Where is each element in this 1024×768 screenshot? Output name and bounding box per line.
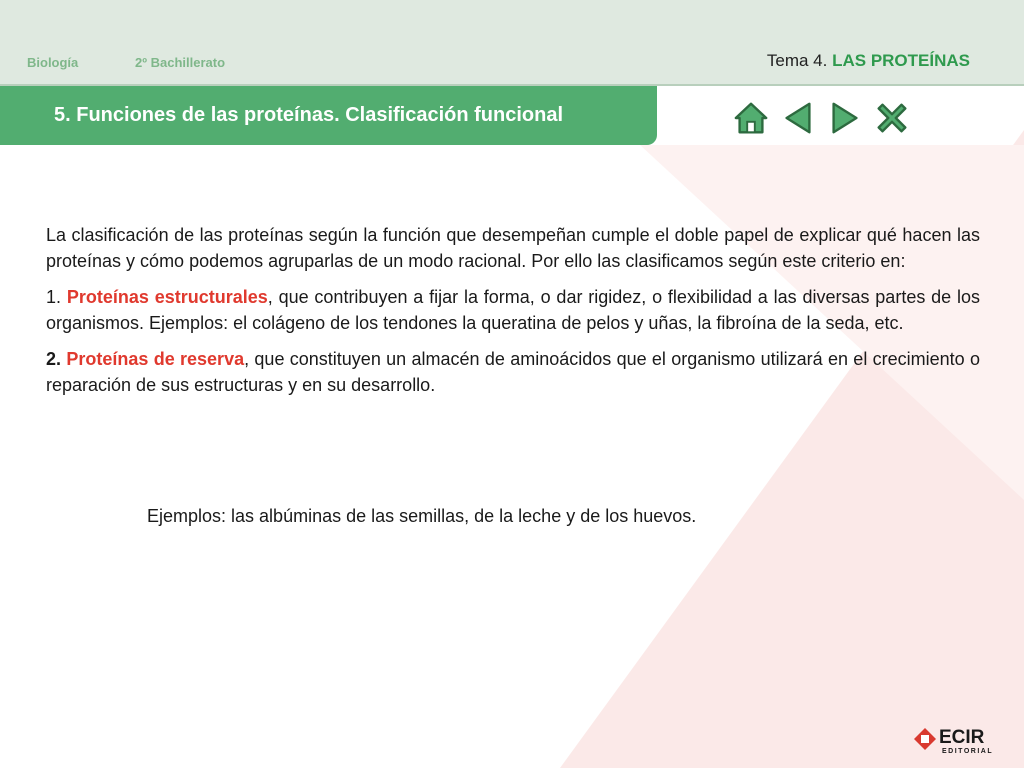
- section-title: 5. Funciones de las proteínas. Clasificación funcional: [54, 104, 564, 126]
- ecir-logo: [912, 722, 1002, 756]
- item-text: , que contribuyen a fijar la forma, o dar rigidez, o flexibilidad a las diversas partes de los organismos. Ejemplos: el colágeno de los tendones la queratina de pelos y uñas, la fibroína de la seda, etc.: [46, 287, 980, 333]
- header-band: [0, 0, 1024, 84]
- topic-title: [767, 51, 970, 71]
- item-number: 2.: [46, 349, 67, 369]
- logo-subtitle: EDITORIAL: [942, 748, 994, 755]
- topic-prefix: Tema 4.: [766, 51, 833, 70]
- reserve-proteins-term: Proteínas de reserva: [66, 349, 245, 369]
- list-item-reserve: [46, 346, 980, 398]
- topic-name: LAS PROTEÍNAS: [832, 51, 970, 70]
- close-icon[interactable]: [873, 99, 911, 137]
- home-icon[interactable]: [732, 99, 770, 137]
- section-title-bar: [0, 86, 657, 145]
- content-body: [46, 222, 980, 408]
- navigation-bar: [732, 99, 911, 137]
- structural-proteins-term: Proteínas estructurales: [66, 287, 268, 307]
- previous-icon[interactable]: [779, 99, 817, 137]
- subject-label: Biología: [27, 55, 79, 70]
- course-label: 2º Bachillerato: [135, 55, 226, 70]
- intro-paragraph: La clasificación de las proteínas según la función que desempeñan cumple el doble papel de explicar qué hacen las proteínas y cómo podemos agruparlas de un modo racional. Por ello las clasificamos según este criterio en:: [46, 225, 980, 271]
- next-icon[interactable]: [826, 99, 864, 137]
- item-number: 1.: [46, 287, 67, 307]
- example-text: Ejemplos: las albúminas de las semillas, de la leche y de los huevos.: [147, 506, 697, 526]
- item-text: , que constituyen un almacén de aminoácidos que el organismo utilizará en el crecimiento o reparación de sus estructuras y en su desarrollo.: [46, 349, 981, 395]
- logo-brand: ECIR: [939, 727, 985, 748]
- list-item-structural: [46, 284, 980, 336]
